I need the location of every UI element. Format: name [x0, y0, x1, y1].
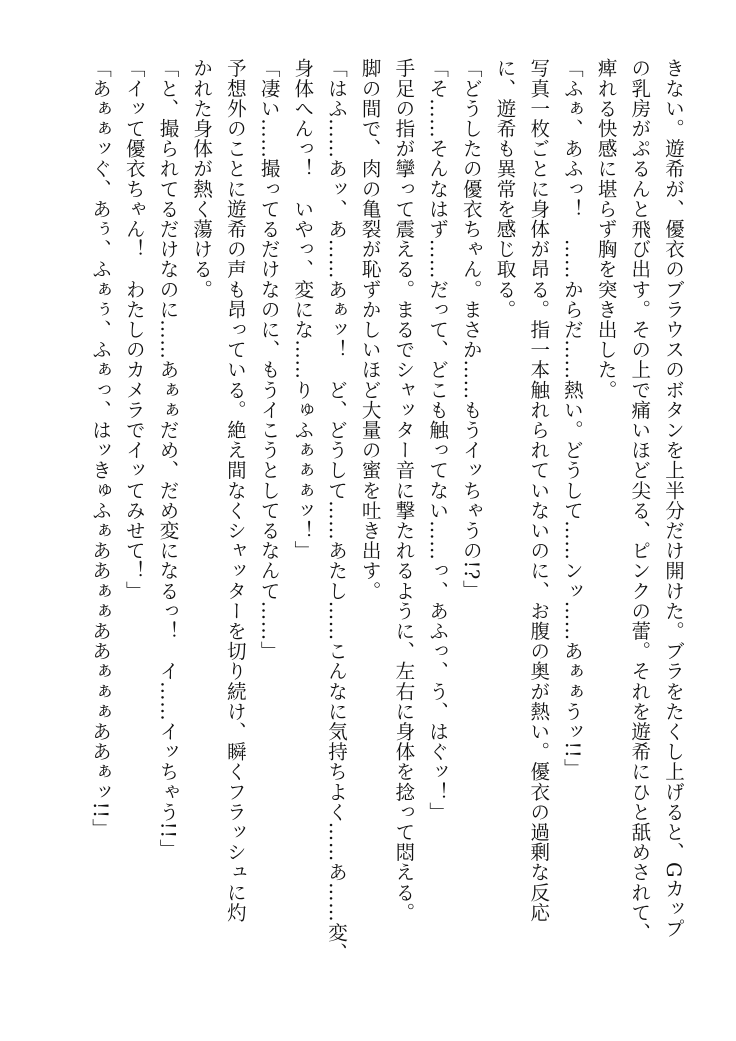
text-line-12: 身体へんっ！ いやっ、変にな……りゅふぁぁぁッ！」	[291, 58, 315, 561]
text-line-11: 「はふ……あッ、あ……あぁッ！ ど、どうして……あたし……こんなに気持ちよく……あ……変、	[324, 58, 348, 963]
text-line-3: 痺れる快感に堪らず胸を突き出した。	[594, 58, 618, 400]
text-line-10: 脚の間で、肉の亀裂が恥ずかしいほど大量の蜜を吐き出す。	[358, 58, 382, 601]
text-line-15: かれた身体が熱く蕩ける。	[190, 58, 214, 300]
text-line-2: の乳房がぷるんと飛び出す。その上で痛いほど尖る、ピンクの蕾。それを遊希にひと舐めされて、	[628, 58, 652, 943]
text-line-6: に、遊希も異常を感じ取る。	[493, 58, 517, 320]
text-line-13: 「凄い……撮ってるだけなのに、もうイこうとしてるなんて……」	[257, 58, 281, 661]
text-line-7: 「どうしたの優衣ちゃん。まさか……もうイッちゃうの!?」	[459, 58, 483, 601]
body-text	[83, 58, 690, 963]
text-line-14: 予想外のことに遊希の声も昂っている。絶え間なくシャッターを切り続け、瞬くフラッシュに灼	[223, 58, 247, 923]
text-line-16: 「と、撮られてるだけなのに……あぁぁだめ、だめ変になるっ！ イ……イッちゃう!!」	[156, 58, 180, 859]
text-line-4: 「ふぁ、あふっ！ ……からだ……熱い。どうして……ンッ……あぁぁうッ!!」	[560, 58, 584, 779]
text-line-9: 手足の指が攣って震える。まるでシャッター音に撃たれるように、左右に身体を捻って悶える。	[392, 58, 416, 923]
text-line-5: 写真一枚ごとに身体が昂る。指一本触れられていないのに、お腹の奥が熱い。優衣の過剰な反応	[527, 58, 551, 923]
text-line-18: 「あぁぁッぐ、あぅ、ふぁぅ、ふぁっ、はッきゅふぁああぁぁああぁぁぁああぁッ!!」	[89, 58, 113, 839]
text-line-1: きない。遊希が、優衣のブラウスのボタンを上半分だけ開けた。ブラをたくし上げると、Gカップ	[662, 58, 685, 939]
text-line-17: 「イッて優衣ちゃん！ わたしのカメラでイッてみせて！」	[122, 58, 146, 601]
text-line-8: 「そ……そんなはず……だって、どこも触ってない……っ、あふっ、う、はぐッ！」	[426, 58, 450, 822]
